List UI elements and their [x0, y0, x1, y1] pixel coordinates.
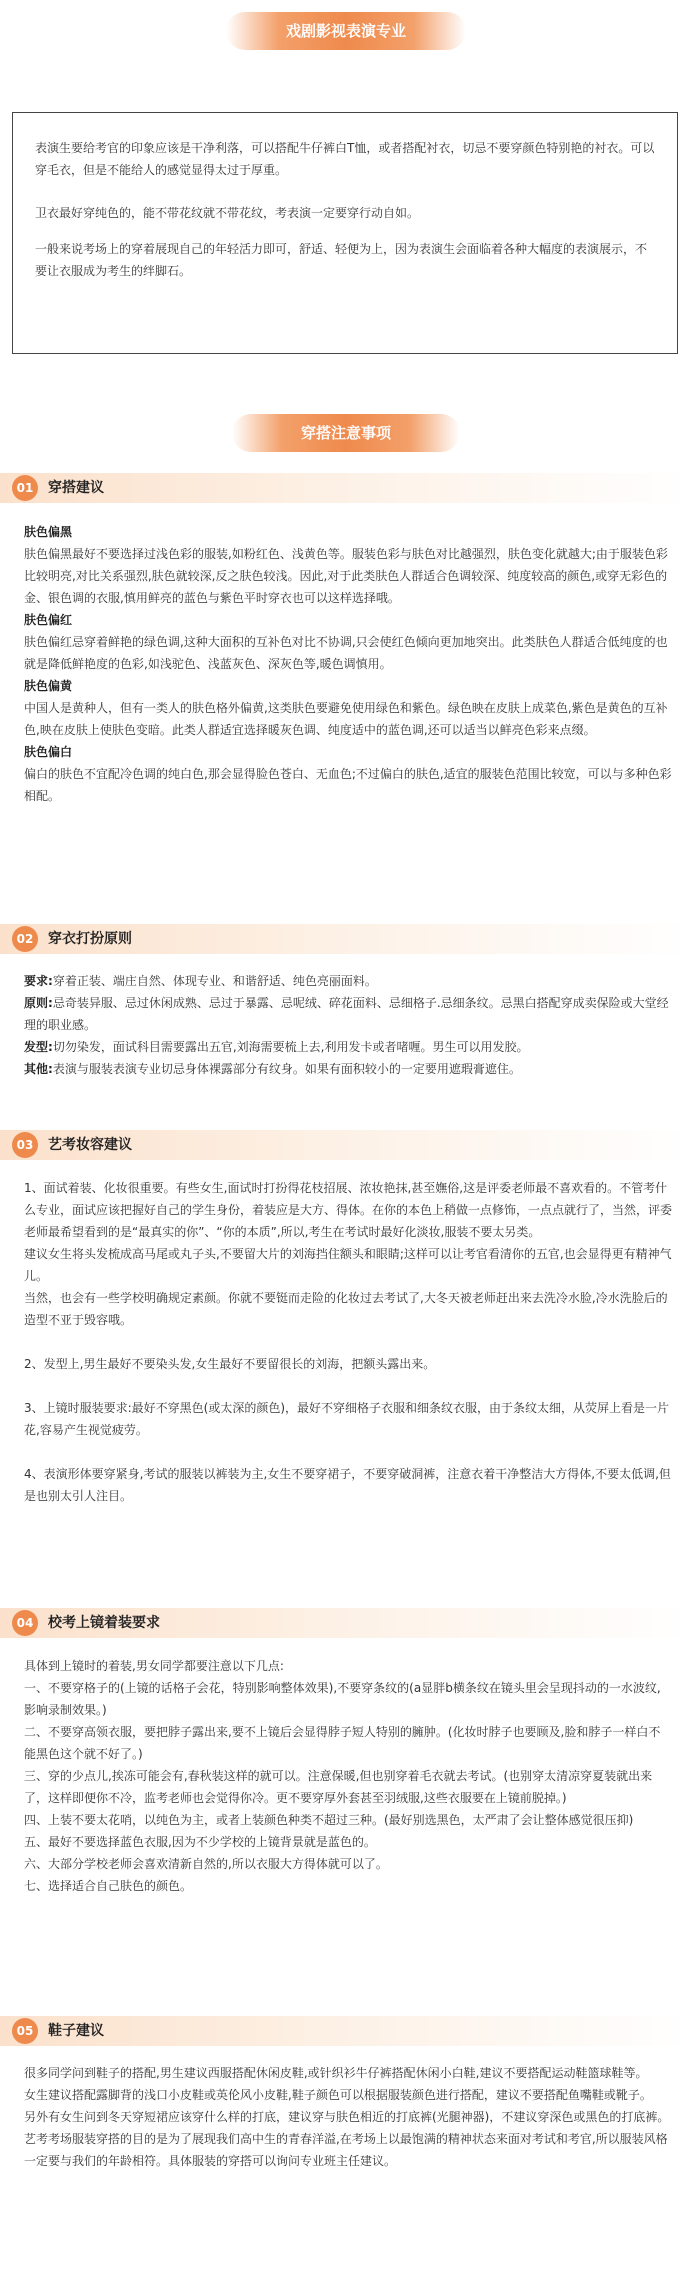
section-header	[0, 473, 692, 503]
section-title: 穿衣打扮原则	[48, 931, 132, 947]
requirement-line: 四、上装不要太花哨，以纯色为主，或者上装颜色种类不超过三种。(最好别选黑色，太严肃了会让整体感觉很压抑)	[24, 1813, 634, 1827]
subsection-heading: 肤色偏红	[24, 613, 73, 627]
intro-box	[12, 112, 678, 354]
section-header	[0, 1130, 692, 1160]
section-number: 05	[12, 2018, 38, 2044]
section-title: 校考上镜着装要求	[48, 1615, 160, 1631]
requirement-line: 二、不要穿高领衣服，要把脖子露出来,要不上镜后会显得脖子短人特别的臃肿。(化妆时脖子也要顾及,脸和脖子一样白不能黑色这个就不好了。)	[24, 1725, 661, 1761]
principle-item	[24, 970, 672, 992]
notes-title: 穿搭注意事项	[232, 414, 460, 452]
intro-paragraph: 一般来说考场上的穿着展现自己的年轻活力即可，舒适、轻便为上，因为表演生会面临着各种大幅度的表演展示，不要让衣服成为考生的绊脚石。	[35, 242, 648, 278]
section-body	[24, 1655, 672, 1897]
requirement-line: 具体到上镜时的着装,男女同学都要注意以下几点:	[24, 1659, 284, 1673]
requirement-line: 六、大部分学校老师会喜欢清新自然的,所以衣服大方得体就可以了。	[24, 1857, 388, 1871]
principle-text: 穿着正装、端庄自然、体现专业、和谐舒适、纯色亮丽面料。	[52, 974, 377, 988]
principle-text: 表演与服装表演专业切忌身体裸露部分有纹身。如果有面积较小的一定要用遮瑕膏遮住。	[52, 1062, 521, 1076]
section-number: 01	[12, 475, 38, 501]
principle-item	[24, 992, 672, 1036]
section-title: 穿搭建议	[48, 480, 104, 496]
section-header	[0, 924, 692, 954]
principle-item	[24, 1058, 672, 1080]
subsection-heading: 肤色偏黄	[24, 679, 73, 693]
subsection-text: 肤色偏红忌穿着鲜艳的绿色调,这种大面积的互补色对比不协调,只会使红色倾向更加地突出。此类肤色人群适合低纯度的也就是降低鲜艳度的色彩,如浅驼色、浅蓝灰色、深灰色等,暖色调慎用。	[24, 635, 668, 671]
requirement-line: 三、穿的少点儿,挨冻可能会有,春秋装这样的就可以。注意保暖,但也别穿着毛衣就去考试。(也别穿太清凉穿夏装就出来了，这样即便你不冷，监考老师也会觉得你冷。更不要穿厚外套甚至羽绒服,这些衣服要在上镜前脱掉。)	[24, 1769, 653, 1805]
principle-text: 切勿染发，面试科目需要露出五官,刘海需要梳上去,利用发卡或者啫喱。男生可以用发胶。	[52, 1040, 529, 1054]
principle-label: 发型:	[24, 1040, 53, 1054]
subsection-text: 中国人是黄种人，但有一类人的肤色格外偏黄,这类肤色要避免使用绿色和紫色。绿色映在皮肤上成菜色,紫色是黄色的互补色,映在皮肤上使肤色变暗。此类人群适宜选择暖灰色调、纯度适中的蓝色调,还可以适当以鲜亮色彩来点缀。	[24, 701, 668, 737]
section-body	[24, 521, 672, 807]
intro-paragraph: 表演生要给考官的印象应该是干净利落，可以搭配牛仔裤白T恤，或者搭配衬衣，切忌不要穿颜色特别艳的衬衣。可以穿毛衣，但是不能给人的感觉显得太过于厚重。	[35, 141, 655, 177]
makeup-paragraph: 4、表演形体要穿紧身,考试的服装以裤装为主,女生不要穿裙子，不要穿破洞裤，注意衣着干净整洁大方得体,不要太低调,但是也别太引人注目。	[24, 1467, 671, 1503]
principle-label: 要求:	[24, 974, 53, 988]
section-body	[24, 2062, 672, 2172]
principle-item	[24, 1036, 672, 1058]
makeup-paragraph: 当然，也会有一些学校明确规定素颜。你就不要铤而走险的化妆过去考试了,大冬天被老师赶出来去洗冷水脸,冷水洗脸后的造型不亚于毁容哦。	[24, 1291, 668, 1327]
principle-text: 忌奇装异服、忌过休闲成熟、忌过于暴露、忌呢绒、碎花面料、忌细格子.忌细条纹。忌黑白搭配穿成卖保险或大堂经理的职业感。	[24, 996, 669, 1032]
section-number: 03	[12, 1132, 38, 1158]
shoe-line: 艺考考场服装穿搭的目的是为了展现我们高中生的青春洋溢,在考场上以最饱满的精神状态来面对考试和考官,所以服装风格一定要与我们的年龄相符。具体服装的穿搭可以询问专业班主任建议。	[24, 2132, 668, 2168]
principle-label: 原则:	[24, 996, 53, 1010]
makeup-paragraph: 1、面试着装、化妆很重要。有些女生,面试时打扮得花枝招展、浓妆艳抹,甚至嫵俗,这是评委老师最不喜欢看的。不管考什么专业，面试应该把握好自己的学生身份，着装应是大方、得体。在你的本色上稍做一点修饰，一点点就行了，当然，评委老师最希望看到的是“最真实的你”、“你的本质”,所以,考生在考试时最好化淡妆,服装不要太另类。	[24, 1181, 673, 1239]
section-number: 02	[12, 926, 38, 952]
requirement-line: 五、最好不要选择蓝色衣服,因为不少学校的上镜背景就是蓝色的。	[24, 1835, 376, 1849]
section-title: 艺考妆容建议	[48, 1137, 132, 1153]
makeup-paragraph: 2、发型上,男生最好不要染头发,女生最好不要留很长的刘海，把额头露出来。	[24, 1357, 436, 1371]
section-header	[0, 2016, 692, 2046]
section-body	[24, 970, 672, 1080]
subsection-heading: 肤色偏白	[24, 745, 73, 759]
section-title: 鞋子建议	[48, 2023, 104, 2039]
section-header	[0, 1608, 692, 1638]
makeup-paragraph: 3、上镜时服装要求:最好不穿黑色(或太深的颜色)，最好不穿细格子衣服和细条纹衣服，由于条纹太细，从荧屏上看是一片花,容易产生视觉疲劳。	[24, 1401, 670, 1437]
shoe-line: 另外有女生问到冬天穿短裙应该穿什么样的打底，建议穿与肤色相近的打底裤(光腿神器)，不建议穿深色或黑色的打底裤。	[24, 2110, 670, 2124]
requirement-line: 一、不要穿格子的(上镜的话格子会花，特别影响整体效果),不要穿条纹的(a显胖b横条纹在镜头里会呈现抖动的一水波纹,影响录制效果。)	[24, 1681, 661, 1717]
shoe-line: 很多同学问到鞋子的搭配,男生建议西服搭配休闲皮鞋,或针织衫牛仔裤搭配休闲小白鞋,建议不要搭配运动鞋篮球鞋等。	[24, 2066, 648, 2080]
subsection-text: 肤色偏黑最好不要选择过浅色彩的服装,如粉红色、浅黄色等。服装色彩与肤色对比越强烈，肤色变化就越大;由于服装色彩比较明亮,对比关系强烈,肤色就较深,反之肤色较浅。因此,对于此类肤色人群适合色调较深、纯度较高的颜色,或穿无彩色的金、银色调的衣服,慎用鲜亮的蓝色与紫色平时穿衣也可以这样选择哦。	[24, 547, 668, 605]
requirement-line: 七、选择适合自己肤色的颜色。	[24, 1879, 193, 1893]
intro-paragraph: 卫衣最好穿纯色的，能不带花纹就不带花纹，考表演一定要穿行动自如。	[35, 206, 420, 220]
makeup-paragraph: 建议女生将头发梳成高马尾或丸子头,不要留大片的刘海挡住额头和眼睛;这样可以让考官看清你的五官,也会显得更有精神气儿。	[24, 1247, 672, 1283]
section-number: 04	[12, 1610, 38, 1636]
section-body	[24, 1177, 672, 1507]
banner-title: 戏剧影视表演专业	[226, 12, 466, 50]
subsection-heading: 肤色偏黑	[24, 525, 73, 539]
shoe-line: 女生建议搭配露脚背的浅口小皮鞋或英伦风小皮鞋,鞋子颜色可以根据服装颜色进行搭配，建议不要搭配鱼嘴鞋或靴子。	[24, 2088, 652, 2102]
subsection-text: 偏白的肤色不宜配冷色调的纯白色,那会显得脸色苍白、无血色;不过偏白的肤色,适宜的服装色范围比较宽，可以与多种色彩相配。	[24, 767, 672, 803]
principle-label: 其他:	[24, 1062, 53, 1076]
